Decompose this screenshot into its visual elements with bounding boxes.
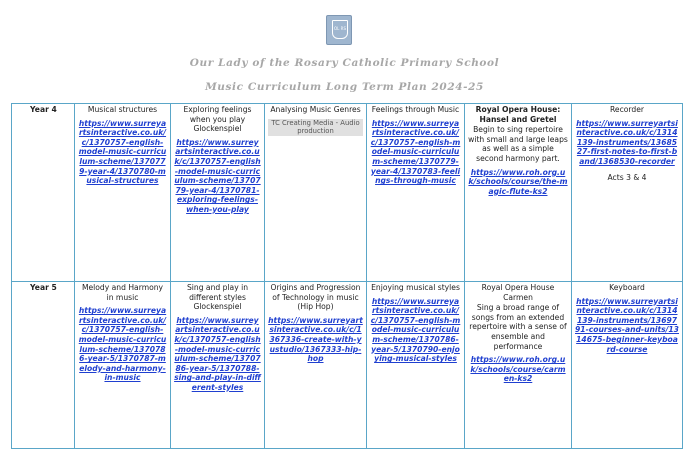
- unit-title: Analysing Music Genres: [270, 105, 361, 114]
- cell-unit: [171, 104, 265, 282]
- unit-link[interactable]: https://www.surreyartsinteractive.co.uk/c/1314139-instruments/1369791-courses-and-units/1314675-beginner-keyboard-course: [575, 296, 679, 354]
- unit-title: Feelings through Music: [371, 105, 460, 114]
- unit-link[interactable]: https://www.surreyartsinteractive.co.uk/c/1370757-english-model-music-curriculum-scheme/1370786-year-5/1370790-enjoying-musical-styles: [370, 296, 461, 364]
- unit-badge: TC Creating Media - Audio production: [268, 119, 363, 136]
- unit-link[interactable]: https://www.surreyartsinteractive.co.uk/c/1370757-english-model-music-curriculum-scheme/1370786-year-5/1370788-sing-and-play-in-different-styles: [174, 315, 261, 392]
- unit-title: Keyboard: [609, 283, 645, 292]
- plan-title: Music Curriculum Long Term Plan 2024-25: [205, 81, 484, 93]
- unit-title: Origins and Progression of Technology in music (Hip Hop): [270, 283, 361, 312]
- cell-unit: [265, 104, 367, 282]
- year-label: Year 4: [12, 104, 75, 282]
- table-row-year-5: [12, 282, 683, 449]
- year-label: Year 5: [12, 282, 75, 449]
- unit-link[interactable]: https://www.surreyartsinteractive.co.uk/c/1370757-english-model-music-curriculum-scheme/1370779-year-4/1370781-exploring-feelings-when-you-play: [174, 137, 261, 214]
- cell-unit: [367, 282, 465, 449]
- cell-unit: [465, 282, 572, 449]
- cell-unit: [572, 104, 683, 282]
- school-name: Our Lady of the Rosary Catholic Primary School: [189, 57, 500, 69]
- unit-description: Begin to sing repertoire with small and large leaps as well as a simple second harmony part.: [468, 125, 568, 163]
- unit-title: Sing and play in different styles Glockenspiel: [186, 283, 249, 312]
- cell-unit: [171, 282, 265, 449]
- unit-description: Sing a broad range of songs from an extended repertoire with a sense of ensemble and performance: [469, 303, 567, 351]
- cell-unit: [265, 282, 367, 449]
- unit-title: Musical structures: [87, 105, 158, 114]
- unit-title: Melody and Harmony in music: [81, 283, 164, 302]
- unit-title: Royal Opera House Carmen: [481, 283, 555, 302]
- unit-link[interactable]: https://www.surreyartsinteractive.co.uk/c/1370757-english-model-music-curriculum-scheme/1370786-year-5/1370787-melody-and-harmony-in-music: [78, 306, 167, 383]
- cell-unit: [75, 104, 171, 282]
- unit-link[interactable]: https://www.surreyartsinteractive.co.uk/c/1367336-create-with-yustudio/1367333-hip-hop: [268, 315, 363, 364]
- unit-title: Royal Opera House: Hansel and Gretel: [475, 105, 561, 124]
- unit-title: Recorder: [609, 105, 645, 114]
- unit-link[interactable]: https://www.roh.org.uk/schools/course/the-magic-flute-ks2: [468, 167, 568, 196]
- cell-unit: [75, 282, 171, 449]
- crest-lettering: OL RS: [334, 26, 346, 31]
- unit-title: Enjoying musical styles: [371, 283, 460, 292]
- table-row-year-4: [12, 104, 683, 282]
- shield-icon: [332, 20, 348, 39]
- school-crest: [326, 15, 352, 45]
- unit-link[interactable]: https://www.surreyartsinteractive.co.uk/c/1314139-instruments/1368527-first-notes-to-first-band/1368530-recorder: [576, 118, 678, 166]
- unit-link[interactable]: https://www.roh.org.uk/schools/course/carmen-ks2: [470, 355, 566, 384]
- unit-title: Exploring feelings when you play Glockenspiel: [183, 105, 252, 134]
- unit-note: Acts 3 & 4: [607, 172, 647, 182]
- curriculum-table: [11, 103, 683, 449]
- cell-unit: [572, 282, 683, 449]
- unit-link[interactable]: https://www.surreyartsinteractive.co.uk/c/1370757-english-model-music-curriculum-scheme/1370779-year-4/1370783-feelings-through-music: [370, 118, 461, 186]
- cell-unit: [367, 104, 465, 282]
- cell-unit: [465, 104, 572, 282]
- unit-link[interactable]: https://www.surreyartsinteractive.co.uk/c/1370757-english-model-music-curriculum-scheme/1370779-year-4/1370780-musical-structures: [78, 118, 167, 186]
